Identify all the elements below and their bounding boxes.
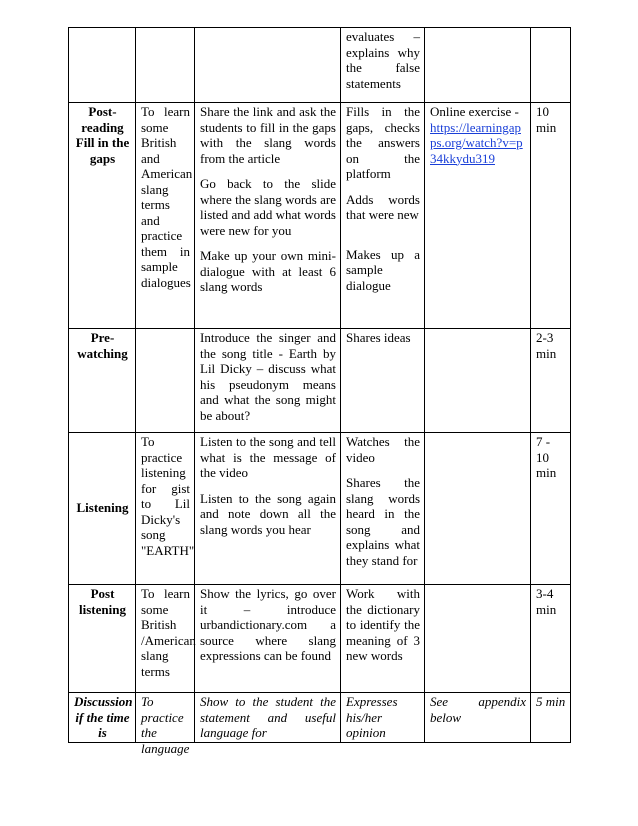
resource-text: Online exercise - — [430, 104, 519, 119]
stage-cell — [69, 433, 136, 585]
stage-label: Pre-watching — [77, 330, 128, 361]
student-text: Expresses his/her opinion — [346, 694, 398, 740]
objective-cell — [136, 693, 195, 756]
time-cell — [531, 103, 571, 329]
teacher-activity-cell — [195, 585, 341, 693]
exercise-link[interactable]: https://learningapps.org/watch?v=p34kkydu319 — [430, 119, 523, 166]
lesson-plan-table — [68, 27, 571, 756]
table-row — [69, 433, 571, 585]
table-row — [69, 693, 571, 743]
resource-text: See appendix below — [430, 694, 526, 725]
student-text: Work with the dictionary to identify the meaning of 3 new words — [346, 586, 420, 663]
student-text: Fills in the gaps, checks the answers on the platform — [346, 104, 420, 181]
teacher-text: Share the link and ask the students to fill in the gaps with the slang words from the article — [200, 104, 336, 166]
stage-label: Listening — [76, 500, 129, 516]
resources-cell — [425, 329, 531, 433]
objective-text: To practice listening for gist to Lil Dicky's song "EARTH" — [141, 434, 195, 558]
student-text: evaluates – explains why the false statements — [346, 29, 420, 91]
objective-cell — [136, 28, 195, 103]
student-text: Watches the video — [346, 434, 420, 465]
teacher-activity-cell — [195, 433, 341, 585]
objective-cell — [136, 329, 195, 433]
teacher-activity-cell — [195, 693, 341, 743]
time-text: 2-3 min — [536, 330, 557, 361]
time-cell — [531, 693, 571, 743]
teacher-text: Go back to the slide where the slang words are listed and add what words were new for you — [200, 176, 336, 238]
teacher-text: Listen to the song again and note down all the slang words you hear — [200, 490, 336, 537]
table-row — [69, 28, 571, 103]
student-activity-cell — [341, 28, 425, 103]
resources-cell — [425, 103, 531, 329]
resources-cell — [425, 585, 531, 693]
stage-cell — [69, 28, 136, 103]
student-activity-cell — [341, 433, 425, 585]
teacher-text: Show the lyrics, go over it – introduce urbandictionary.com a source where slang expressions can be found — [200, 586, 336, 663]
teacher-text: Show to the student the statement and useful language for — [200, 694, 336, 740]
student-text: Makes up a sample dialogue — [346, 246, 420, 293]
objective-text: To learn some British and American slang terms and practice them in sample dialogues — [141, 104, 193, 290]
teacher-text: Introduce the singer and the song title - Earth by Lil Dicky – discuss what his pseudonym means and what the song might be about? — [200, 330, 336, 423]
table-row — [69, 329, 571, 433]
time-text: 7 - 10 min — [536, 434, 557, 480]
student-activity-cell — [341, 585, 425, 693]
stage-cell — [69, 329, 136, 433]
stage-label: Post-reading Fill in the gaps — [75, 104, 130, 166]
student-text: Adds words that were new — [346, 191, 420, 222]
resources-cell — [425, 693, 531, 743]
student-text: Shares ideas — [346, 330, 411, 345]
time-cell — [531, 28, 571, 103]
teacher-activity-cell — [195, 28, 341, 103]
resources-cell — [425, 433, 531, 585]
student-activity-cell — [341, 103, 425, 329]
time-cell — [531, 329, 571, 433]
stage-cell — [69, 693, 136, 743]
student-activity-cell — [341, 693, 425, 743]
objective-text: To learn some British /American slang terms — [141, 586, 196, 679]
table-row — [69, 585, 571, 693]
teacher-text: Listen to the song and tell what is the message of the video — [200, 434, 336, 480]
objective-cell — [136, 585, 195, 693]
time-text: 3-4 min — [536, 586, 557, 617]
time-text: 10 min — [536, 104, 557, 135]
teacher-activity-cell — [195, 103, 341, 329]
objective-text: To practice the language — [141, 694, 190, 756]
stage-cell — [69, 103, 136, 329]
table-row — [69, 103, 571, 329]
time-text: 5 min — [536, 694, 566, 709]
time-cell — [531, 433, 571, 585]
student-activity-cell — [341, 329, 425, 433]
teacher-activity-cell — [195, 329, 341, 433]
teacher-text: Make up your own mini-dialogue with at least 6 slang words — [200, 248, 336, 294]
stage-label: Post listening — [79, 586, 126, 617]
stage-cell — [69, 585, 136, 693]
resources-cell — [425, 28, 531, 103]
time-cell — [531, 585, 571, 693]
student-text: Shares the slang words heard in the song and explains what they stand for — [346, 475, 420, 568]
stage-label: Discussion if the time is — [74, 694, 133, 740]
objective-cell — [136, 103, 195, 329]
objective-cell — [136, 433, 195, 585]
